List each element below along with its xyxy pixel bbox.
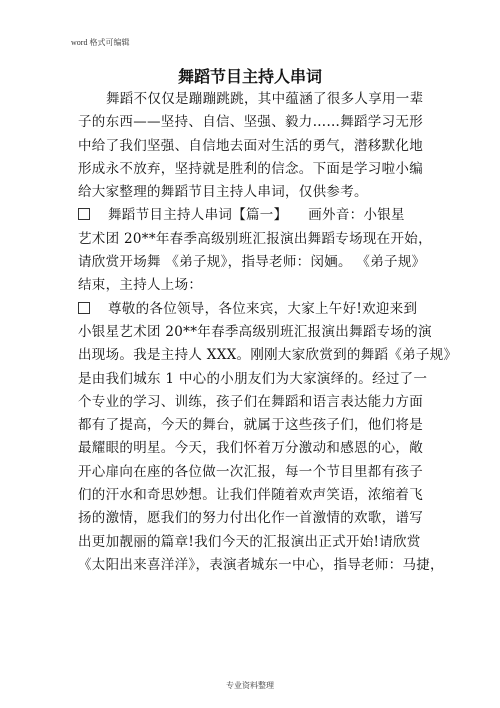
checkbox-glyph-icon — [78, 302, 90, 314]
paragraph-line: 小银星艺术团 20**年春季高级别班汇报演出舞蹈专场的演 — [78, 323, 432, 340]
document-title: 舞蹈节目主持人串词 — [177, 67, 322, 86]
paragraph-line — [78, 298, 433, 321]
paragraph-line: 艺术团 20**年春季高级别班汇报演出舞蹈专场现在开始， — [78, 230, 432, 247]
paragraph-line: 舞蹈不仅仅是蹦蹦跳跳，其中蕴涵了很多人享用一辈 — [106, 91, 424, 107]
paragraph-line-text: 尊敬的各位领导，各位来宾，大家上午好!欢迎来到 — [108, 300, 418, 317]
paragraph-line: 给大家整理的舞蹈节目主持人串词，仅供参考。 — [78, 184, 368, 201]
checkbox-glyph-icon — [78, 208, 90, 220]
paragraph-line: 扬的激情，愿我们的努力付出化作一首激情的欢歌，谱写 — [78, 510, 423, 527]
header-note: word 格式可编辑 — [71, 38, 130, 47]
paragraph-line: 中给了我们坚强、自信地去面对生活的勇气，潜移默化地 — [78, 137, 423, 154]
paragraph-line: 是由我们城东 1 中心的小朋友们为大家演绎的。经过了一 — [78, 370, 428, 387]
paragraph-line-text: 舞蹈节目主持人串词【篇一】 画外音：小银星 — [108, 207, 405, 224]
paragraph-line: 《太阳出来喜洋洋》，表演者城东一中心，指导老师：马捷， — [78, 556, 444, 573]
footer-note: 专业资料整理 — [226, 681, 274, 690]
paragraph-line: 出更加靓丽的篇章!我们今天的汇报演出正式开始!请欣赏 — [78, 533, 421, 550]
document-body — [78, 88, 458, 577]
paragraph-line: 开心扉向在座的各位做一次汇报，每一个节目里都有孩子 — [78, 463, 423, 480]
paragraph-line: 最耀眼的明星。今天，我们怀着万分激动和感恩的心，敞 — [78, 440, 423, 457]
paragraph-line: 形成永不放弃，坚持就是胜利的信念。下面是学习啦小编 — [78, 160, 423, 177]
paragraph-line: 出现场。我是主持人 XXX。刚刚大家欣赏到的舞蹈《弟子规》 — [78, 347, 458, 364]
paragraph-line: 结束，主持人上场： — [78, 277, 203, 294]
paragraph-line: 都有了提高，今天的舞台，就属于这些孩子们，他们将是 — [78, 417, 423, 434]
paragraph-line — [78, 204, 433, 227]
paragraph-line: 请欣赏开场舞 《弟子规》，指导老师：闵婳。 《弟子规》 — [78, 254, 426, 271]
paragraph-line: 子的东西——坚持、自信、坚强、毅力……舞蹈学习无形 — [78, 114, 423, 131]
paragraph-line: 个专业的学习、训练，孩子们在舞蹈和语言表达能力方面 — [78, 393, 423, 410]
paragraph-line: 们的汗水和奇思妙想。让我们伴随着欢声笑语，浓缩着飞 — [78, 487, 423, 504]
